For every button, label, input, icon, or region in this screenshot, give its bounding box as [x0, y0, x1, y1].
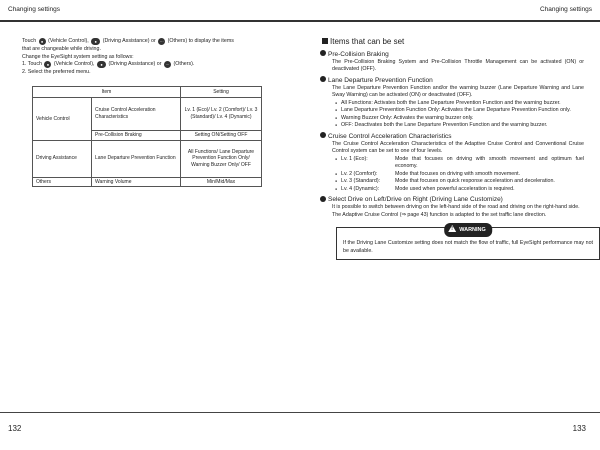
table-header-row [33, 87, 262, 98]
table-cell-setting: Min/Mid/Max [181, 177, 262, 187]
list-item: ● Lane Departure Prevention Function Only: Activates the Lane Departure Prevention Function only. [332, 107, 584, 115]
right-page [300, 0, 600, 450]
item-body [322, 141, 584, 194]
intro-driving-assistance-label: (Driving Assistance) or [102, 38, 156, 44]
driving-assistance-icon: ● [91, 38, 100, 45]
warning-text: If the Driving Lane Customize setting does not match the flow of traffic, full EyeSight performance may not be available. [343, 240, 593, 254]
item-body-text: The Lane Departure Prevention Function and/or the warning buzzer (Lane Departure Warning and Lane Sway Warning) can be activated (ON) or deactivated (OFF). [332, 84, 584, 98]
level-key: ● Lv. 2 (Comfort): [341, 170, 378, 177]
item-body-text: It is possible to switch between driving on the left-hand side of the road and driving on the right-hand side. [332, 204, 580, 210]
table-cell-setting: Lv. 1 (Eco)/ Lv. 2 (Comfort)/ Lv. 3 (Standard)/ Lv. 4 (Dynamic) [181, 98, 262, 131]
table-cell-item: Lane Departure Prevention Function [92, 140, 181, 177]
intro-line-1 [22, 38, 284, 46]
table-cell-item: Pre-Collision Braking [92, 131, 181, 141]
item-pre-collision-braking [322, 50, 584, 74]
right-header-title: Changing settings [539, 6, 592, 13]
intro-text [22, 38, 284, 77]
others-icon: ··· [159, 39, 164, 44]
list-item: ● Warning Buzzer Only: Activates the warning buzzer only. [332, 115, 584, 123]
table-header-setting: Setting [181, 87, 262, 98]
list-item [332, 156, 584, 171]
level-desc: Mode used when powerful acceleration is required. [395, 185, 515, 192]
settings-table [32, 86, 262, 187]
left-footer-rule [0, 412, 300, 413]
left-page-number: 132 [8, 424, 22, 433]
intro-step-2: 2. Select the preferred menu. [22, 69, 91, 76]
bullet-icon [320, 196, 326, 202]
item-body [322, 85, 584, 130]
warning-box [336, 227, 600, 260]
item-heading-text: Cruise Control Acceleration Characteristics [328, 132, 452, 140]
table-row [33, 98, 262, 131]
table-row [33, 177, 262, 187]
left-header [0, 0, 300, 22]
level-key: ● Lv. 3 (Standard): [341, 178, 381, 184]
list-item [332, 171, 584, 179]
warning-label-text: WARNING [459, 227, 486, 233]
step-1-touch: 1. Touch [22, 61, 42, 68]
intro-touch-label: Touch [22, 38, 37, 44]
list-item: ● All Functions: Activates both the Lane Departure Prevention Function and the warning buzzer. [332, 100, 584, 108]
table-group-vehicle-control: Vehicle Control [33, 98, 92, 141]
table-group-driving-assistance: Driving Assistance [33, 140, 92, 177]
right-header [300, 0, 600, 22]
bullet-icon [320, 50, 326, 56]
step-1-others: (Others). [173, 61, 195, 68]
others-icon: ··· [165, 62, 170, 68]
item-heading [320, 195, 584, 204]
right-footer-rule [300, 412, 600, 413]
item-body-text: The Cruise Control Acceleration Characteristics of the Adaptive Cruise Control and Conventional Cruise Control system can be set to one of four levels. [332, 140, 584, 154]
item-driving-lane-customize [322, 195, 584, 219]
item-cruise-control-acceleration [322, 132, 584, 194]
level-key: ● Lv. 4 (Dynamic): [341, 185, 380, 192]
driving-assistance-icon: ● [97, 61, 106, 68]
table-cell-setting: All Functions/ Lane Departure Prevention Function Only/ Warning Buzzer Only/ OFF [181, 140, 262, 177]
intro-step-1 [22, 61, 284, 69]
left-header-title: Changing settings [8, 6, 61, 13]
section-title [322, 38, 584, 46]
table-cell-setting: Setting ON/Setting OFF [181, 131, 262, 141]
step-1-vehicle-control: (Vehicle Control), [53, 61, 95, 68]
list-item [332, 178, 584, 186]
list-item [332, 186, 584, 194]
level-desc: Mode that focuses on quick response acceleration and deceleration. [395, 178, 555, 184]
vehicle-control-icon: ● [39, 38, 46, 45]
item-heading [320, 132, 584, 141]
level-desc: Mode that focuses on driving with smooth movement and optimum fuel economy. [395, 155, 584, 169]
intro-vehicle-control-label: (Vehicle Control), [48, 38, 89, 44]
right-content [322, 37, 593, 260]
intro-line-2: that are changeable while driving. [22, 45, 101, 52]
table-cell-item: Cruise Control Acceleration Characteristics [92, 98, 181, 131]
table-cell-item: Warning Volume [92, 177, 181, 187]
item-heading [320, 50, 584, 59]
item-heading-text: Pre-Collision Braking [328, 50, 389, 58]
table-row [33, 140, 262, 177]
level-key: ● Lv. 1 (Eco): [341, 155, 368, 162]
section-title-text: Items that can be set [330, 37, 405, 46]
item-body-text: The Adaptive Cruise Control (⇒ page 43) function is adapted to the set traffic lane direction. [332, 211, 547, 218]
step-1-driving-assistance: (Driving Assistance) or [108, 61, 162, 68]
intro-others-label: (Others) to display the items [167, 38, 234, 44]
vehicle-control-icon: ● [44, 61, 51, 68]
item-body [322, 204, 584, 219]
right-page-number: 133 [572, 424, 586, 433]
warning-icon: ! [448, 225, 456, 232]
list-item: ● OFF: Deactivates both the Lane Departure Prevention Function and the warning buzzer. [332, 122, 584, 130]
warning-label [444, 223, 492, 237]
square-bullet-icon [322, 38, 328, 44]
bullet-icon [320, 76, 326, 82]
item-heading-text: Lane Departure Prevention Function [328, 76, 433, 84]
intro-line-3: Change the EyeSight system setting as follows: [22, 53, 134, 60]
item-heading-text: Select Drive on Left/Drive on Right (Driving Lane Customize) [328, 196, 503, 203]
item-heading [320, 76, 584, 85]
table-group-others: Others [33, 177, 92, 187]
bullet-icon [320, 132, 326, 138]
item-body-text: The Pre-Collision Braking System and Pre-Collision Throttle Management can be activated (ON) or deactivated (OFF). [332, 58, 584, 72]
item-lane-departure-prevention [322, 76, 584, 130]
table-header-item: Item [33, 87, 181, 98]
level-desc: Mode that focuses on driving with smooth movement. [395, 170, 521, 177]
item-body [322, 59, 584, 74]
